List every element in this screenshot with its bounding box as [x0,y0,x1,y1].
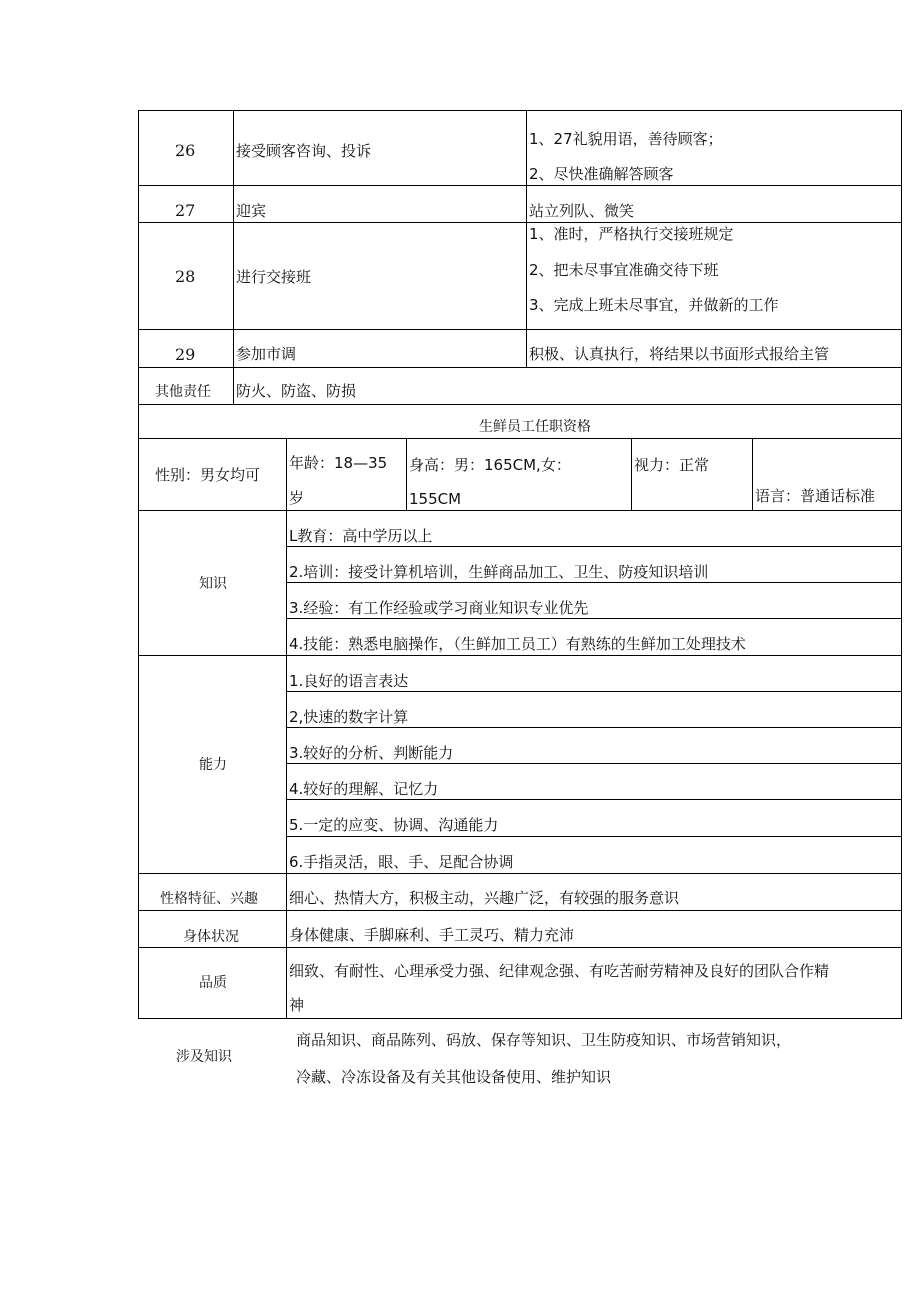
duty-standard: 2、把未尽事宜准确交待下班 [529,261,719,279]
related-knowledge-value: 冷藏、冷冻设备及有关其他设备使用、维护知识 [296,1068,612,1086]
ability-label: 能力 [199,757,227,773]
age-requirement: 岁 [289,489,305,507]
duty-task: 参加市调 [236,345,297,363]
vision-requirement: 视力：正常 [634,456,710,474]
personality-label: 性格特征、兴趣 [160,891,258,907]
duty-standard: 2、尽快准确解答顾客 [529,165,674,183]
knowledge-item: 2.培训：接受计算机培训，生鲜商品加工、卫生、防疫知识培训 [289,563,709,581]
knowledge-label: 知识 [199,576,227,592]
ability-item: 2,快速的数字计算 [289,708,409,726]
knowledge-item: 4.技能：熟悉电脑操作，（生鲜加工员工）有熟练的生鲜加工处理技术 [289,635,746,653]
ability-item: 4.较好的理解、记忆力 [289,780,439,798]
quality-value: 细致、有耐性、心理承受力强、纪律观念强、有吃苦耐劳精神及良好的团队合作精 [289,962,830,980]
other-duty-value: 防火、防盗、防损 [236,382,357,400]
duty-task: 迎宾 [236,202,267,220]
height-requirement: 身高：男：165CM,女： [409,456,571,474]
duty-standard: 站立列队、微笑 [529,202,635,220]
related-knowledge-value: 商品知识、商品陈列、码放、保存等知识、卫生防疫知识、市场营销知识， [296,1031,792,1049]
duty-number: 26 [175,141,196,160]
qualification-title: 生鲜员工任职资格 [479,419,591,435]
ability-item: 3.较好的分析、判断能力 [289,744,454,762]
ability-item: 6.手指灵活，眼、手、足配合协调 [289,853,514,871]
gender-requirement: 性别：男女均可 [155,466,261,484]
duty-standard: 1、27礼貌用语，善待顾客； [529,130,723,148]
physical-label: 身体状况 [183,929,239,945]
duty-standard: 积极、认真执行，将结果以书面形式报给主管 [529,345,830,363]
duty-standard: 1、准时，严格执行交接班规定 [529,225,734,243]
duty-task: 接受顾客咨询、投诉 [236,142,372,160]
ability-item: 1.良好的语言表达 [289,672,409,690]
quality-label: 品质 [199,975,227,991]
height-requirement: 155CM [409,490,462,508]
personality-value: 细心、热情大方，积极主动，兴趣广泛，有较强的服务意识 [289,889,680,907]
duty-number: 28 [175,267,196,286]
other-duty-label: 其他责任 [155,384,211,400]
ability-item: 5.一定的应变、协调、沟通能力 [289,816,499,834]
duty-standard: 3、完成上班未尽事宜，并做新的工作 [529,296,779,314]
quality-value: 神 [289,996,305,1014]
duty-task: 进行交接班 [236,268,312,286]
related-knowledge-label: 涉及知识 [176,1049,232,1065]
duty-number: 29 [175,345,196,364]
knowledge-item: L教育：高中学历以上 [289,527,433,545]
age-requirement: 年龄：18—35 [289,454,388,472]
physical-value: 身体健康、手脚麻利、手工灵巧、精力充沛 [289,926,575,944]
knowledge-item: 3.经验：有工作经验或学习商业知识专业优先 [289,599,589,617]
language-requirement: 语言：普通话标准 [755,487,876,505]
duty-number: 27 [175,201,196,220]
